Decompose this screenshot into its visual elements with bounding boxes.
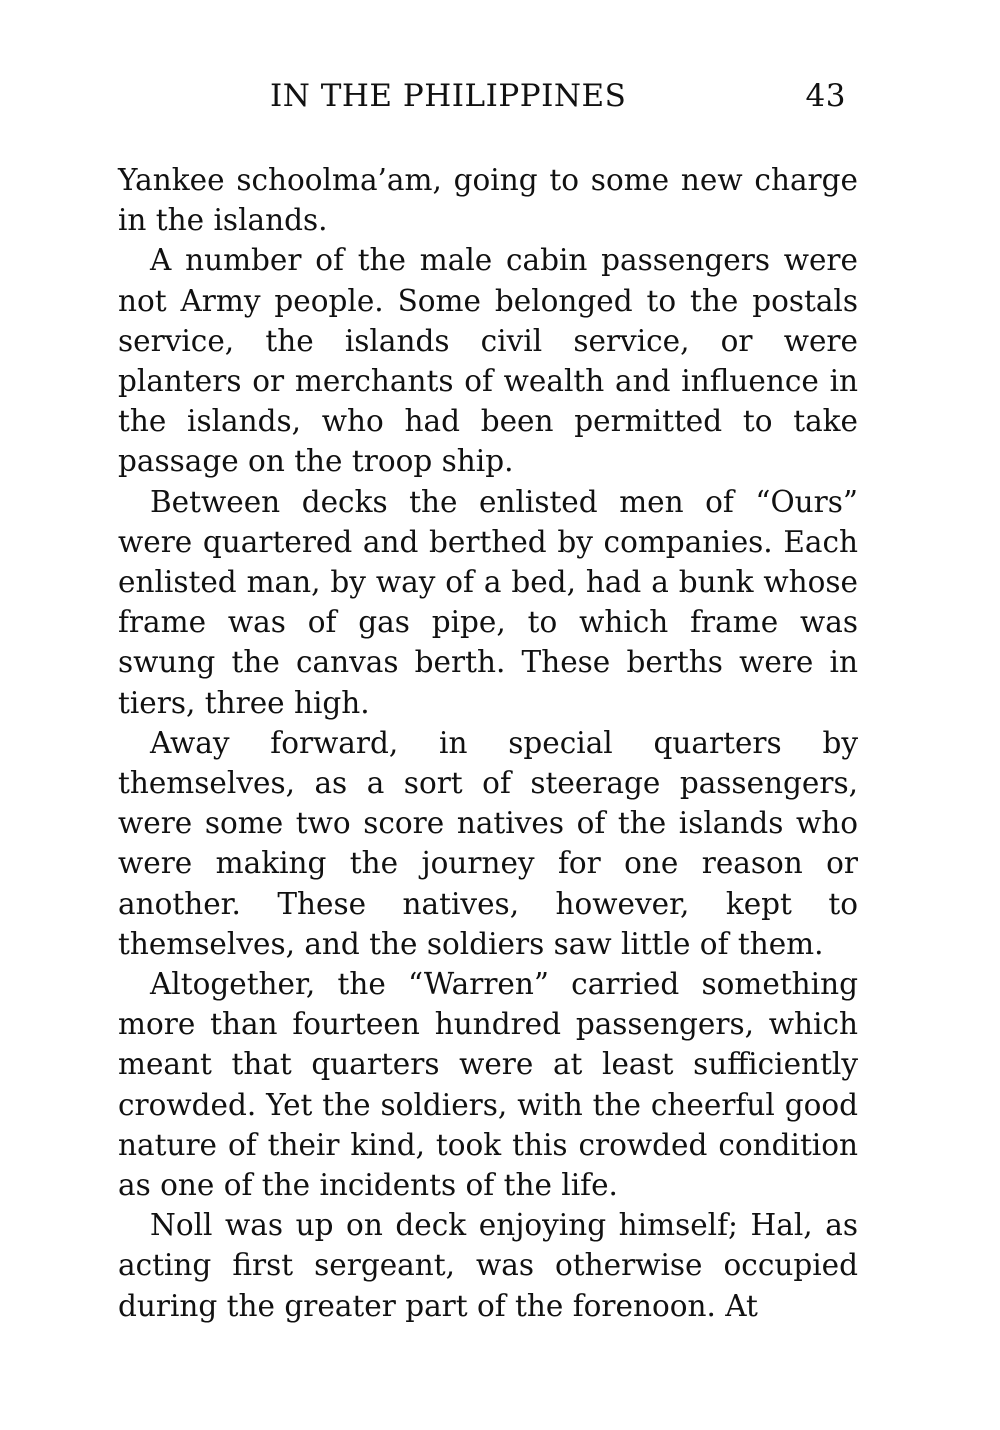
running-head [118, 78, 858, 118]
running-title: IN THE PHILIPPINES [270, 78, 627, 114]
paragraph: Yankee schoolma’am, going to some new charge in the islands. [118, 163, 858, 238]
page-number: 43 [805, 78, 846, 114]
paragraph: Between decks the enlisted men of “Ours” were quartered and berthed by companies. Each enlisted man, by way of a bed, had a bunk whose frame was of gas pipe, to which frame was swung the canvas berth. These berths were in tiers, three high. [118, 484, 858, 720]
body-text [118, 160, 858, 1326]
book-page [118, 78, 858, 1326]
paragraph: A number of the male cabin passengers were not Army people. Some belonged to the postals service, the islands civil service, or were planters or merchants of wealth and influence in the islands, who had been permitted to take passage on the troop ship. [118, 243, 858, 479]
paragraph: Altogether, the “Warren” carried something more than fourteen hundred passengers, which meant that quarters were at least sufficiently crowded. Yet the soldiers, with the cheerful good nature of their kind, took this crowded condition as one of the incidents of the life. [118, 967, 858, 1203]
paragraph: Away forward, in special quarters by themselves, as a sort of steerage passengers, were some two score natives of the islands who were making the journey for one reason or another. These natives, however, kept to themselves, and the soldiers saw little of them. [118, 725, 858, 961]
paragraph: Noll was up on deck enjoying himself; Hal, as acting first sergeant, was otherwise occupied during the greater part of the forenoon. At [118, 1208, 858, 1323]
